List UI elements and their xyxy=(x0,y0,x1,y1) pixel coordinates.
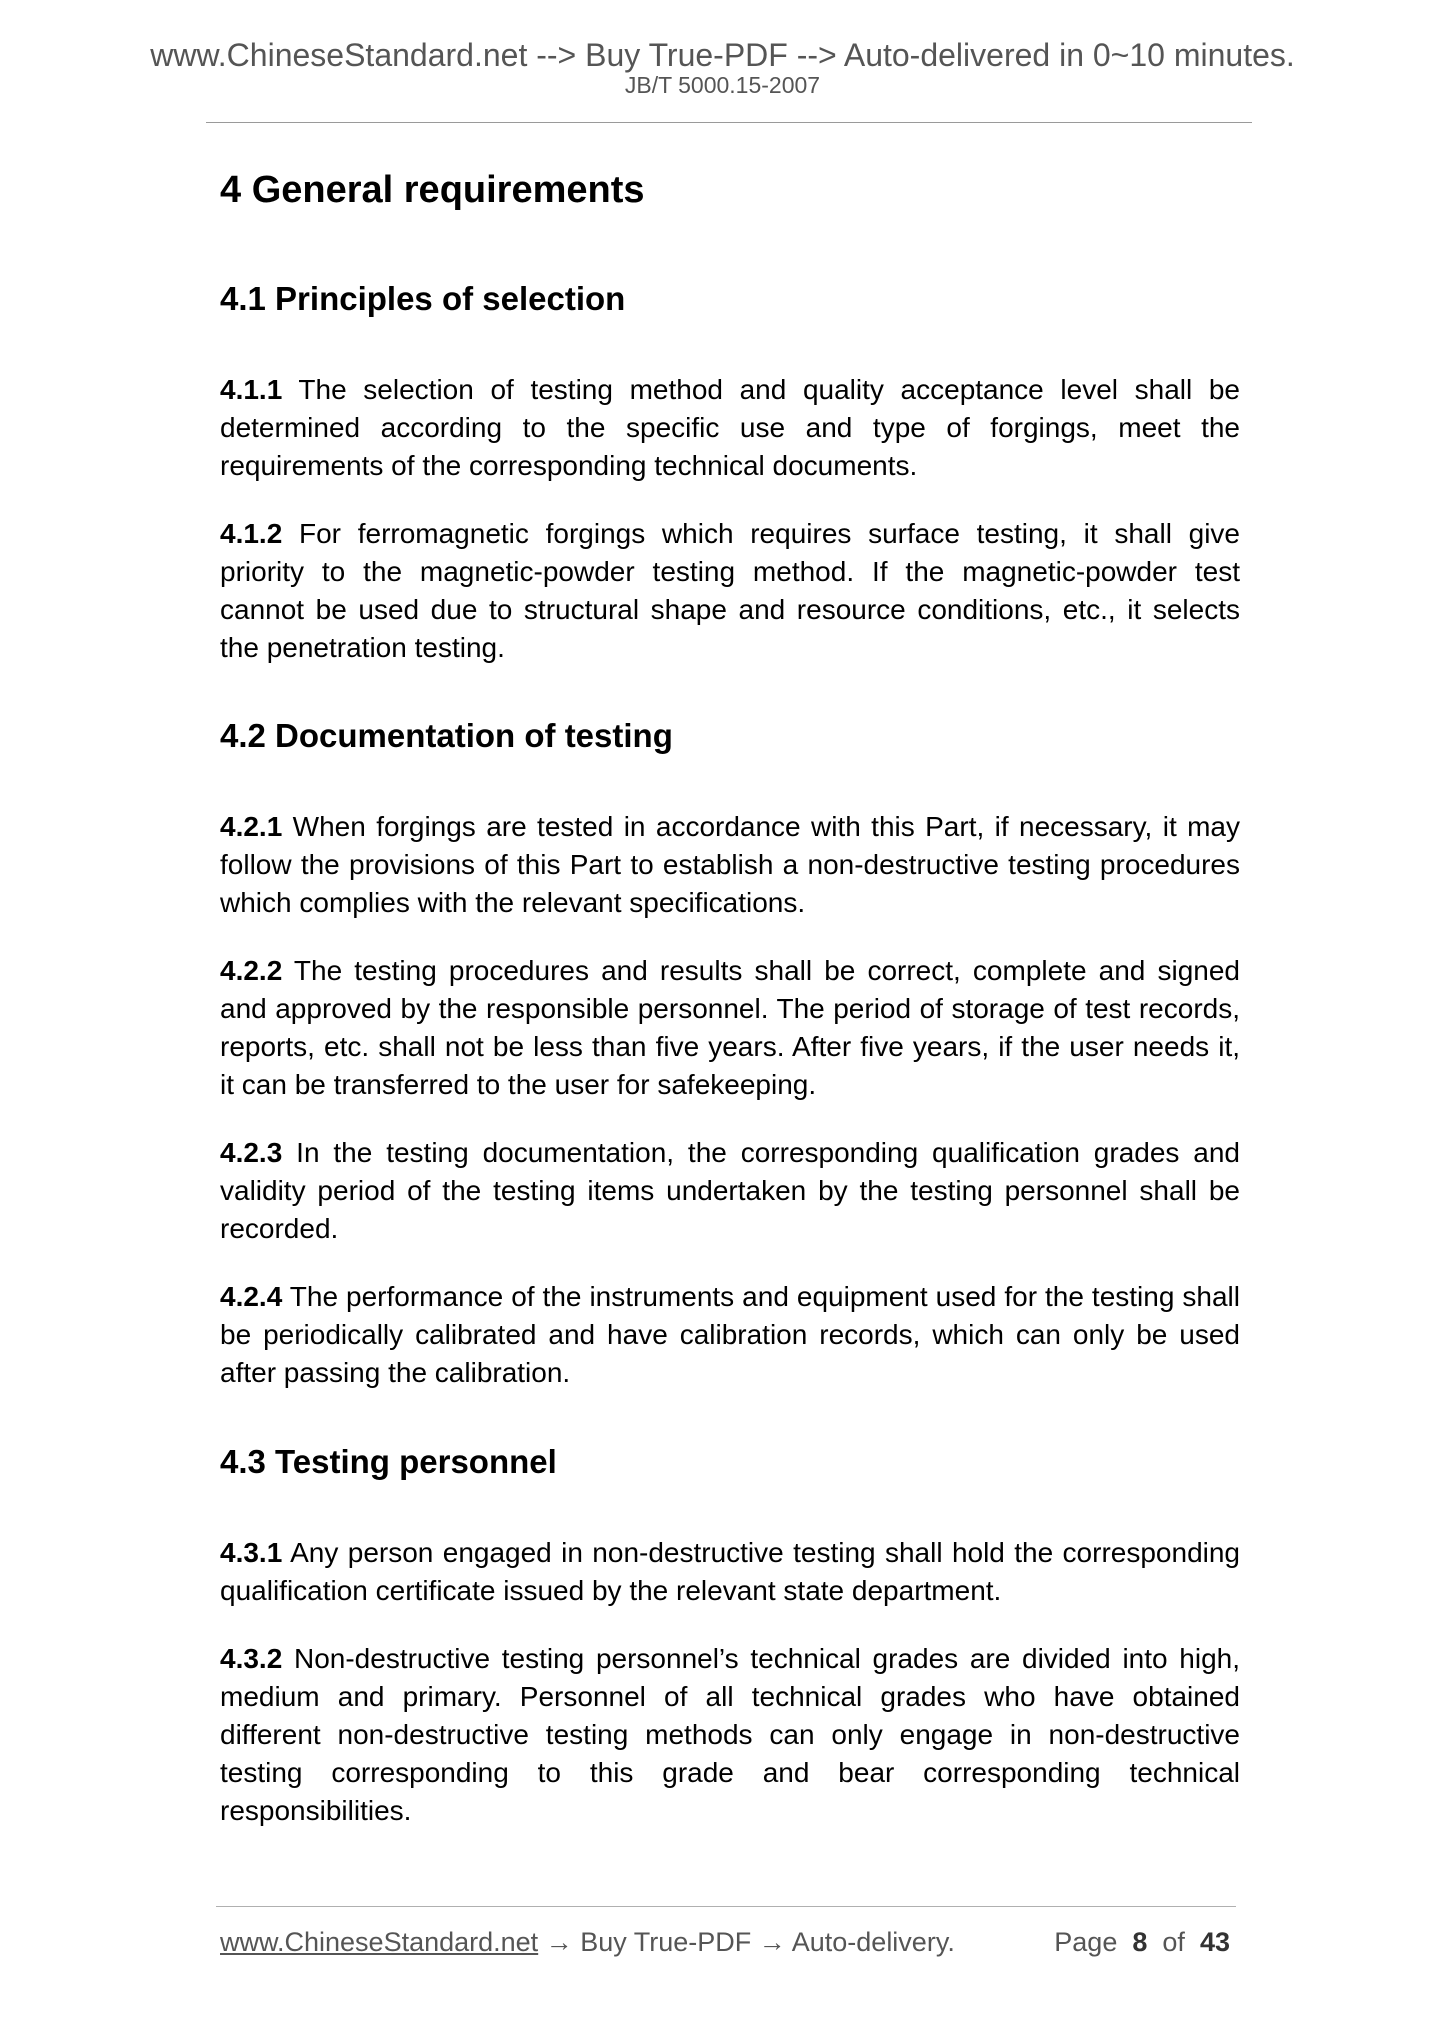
clause-4-2-3 xyxy=(220,1134,1240,1248)
clause-4-1-1 xyxy=(220,371,1240,485)
clause-text: For ferromagnetic forgings which requires surface testing, it shall give priority to the magnetic-powder testing method. If the magnetic-powder test cannot be used due to structural shape and resource conditions, etc., it selects the penetration testing. xyxy=(220,518,1240,663)
header-divider xyxy=(206,122,1252,123)
clause-text: Non-destructive testing personnel’s technical grades are divided into high, medium and primary. Personnel of all technical grades who have obtained different non-destructive testing methods can only engage in non-destructive testing corresponding to this grade and bear corresponding technical responsibilities. xyxy=(220,1643,1240,1826)
clause-number: 4.2.1 xyxy=(220,811,283,842)
footer-tagline: → Buy True-PDF → Auto-delivery. xyxy=(538,1927,955,1957)
clause-4-3-2 xyxy=(220,1640,1240,1830)
header-banner: www.ChineseStandard.net --> Buy True-PDF --> Auto-delivered in 0~10 minutes. xyxy=(150,37,1295,73)
clause-text: The testing procedures and results shall be correct, complete and signed and approved by the responsible personnel. The period of storage of test records, reports, etc. shall not be less than five years. After five years, if the user needs it, it can be transferred to the user for safekeeping. xyxy=(220,955,1240,1100)
clause-text: Any person engaged in non-destructive testing shall hold the corresponding qualification certificate issued by the relevant state department. xyxy=(220,1537,1241,1606)
page-label: Page xyxy=(1054,1927,1118,1957)
document-code: JB/T 5000.15-2007 xyxy=(624,72,821,98)
clause-text: The selection of testing method and quality acceptance level shall be determined according to the specific use and type of forgings, meet the requirements of the corresponding technical documents. xyxy=(220,374,1240,481)
clause-number: 4.3.2 xyxy=(220,1643,283,1674)
clause-text: When forgings are tested in accordance with this Part, if necessary, it may follow the provisions of this Part to establish a non-destructive testing procedures which complies with the relevant specifications. xyxy=(220,811,1240,918)
clause-number: 4.1.1 xyxy=(220,374,283,405)
clause-number: 4.2.2 xyxy=(220,955,283,986)
clause-number: 4.2.4 xyxy=(220,1281,283,1312)
clause-number: 4.2.3 xyxy=(220,1137,283,1168)
page-number: 8 xyxy=(1132,1927,1148,1957)
page-footer xyxy=(220,1925,1230,1959)
clause-4-2-2 xyxy=(220,952,1240,1104)
of-label: of xyxy=(1162,1927,1185,1957)
clause-4-2-4 xyxy=(220,1278,1240,1392)
clause-4-2-1 xyxy=(220,808,1240,922)
clause-number: 4.1.2 xyxy=(220,518,283,549)
subsection-title-4-3: 4.3 Testing personnel xyxy=(220,1443,557,1480)
footer-link[interactable]: www.ChineseStandard.net xyxy=(220,1927,539,1957)
clause-number: 4.3.1 xyxy=(220,1537,283,1568)
clause-4-1-2 xyxy=(220,515,1240,667)
section-title: 4 General requirements xyxy=(220,169,645,211)
clause-text: In the testing documentation, the corresponding qualification grades and validity period of the testing items undertaken by the testing personnel shall be recorded. xyxy=(220,1137,1241,1244)
clause-text: The performance of the instruments and equipment used for the testing shall be periodically calibrated and have calibration records, which can only be used after passing the calibration. xyxy=(220,1281,1241,1388)
subsection-title-4-1: 4.1 Principles of selection xyxy=(220,280,626,317)
total-pages: 43 xyxy=(1199,1927,1230,1957)
footer-divider xyxy=(216,1906,1236,1907)
clause-4-3-1 xyxy=(220,1534,1240,1610)
subsection-title-4-2: 4.2 Documentation of testing xyxy=(220,717,673,754)
page-counter xyxy=(1054,1925,1230,1959)
